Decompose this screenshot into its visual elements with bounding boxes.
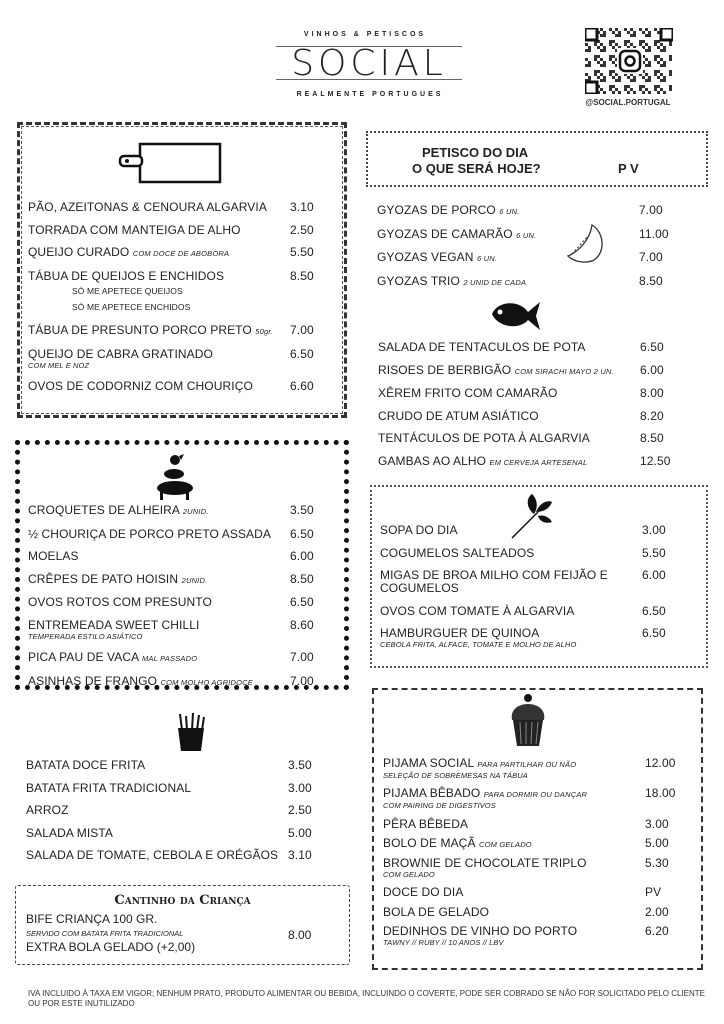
menu-item — [378, 410, 708, 423]
item-name-text: GAMBAS AO ALHO — [378, 453, 487, 468]
menu-item — [26, 849, 351, 862]
item-name-text: SALADA DE TOMATE, CEBOLA E ORÉGÃOS — [26, 848, 279, 862]
item-price: 5.00 — [288, 825, 312, 840]
menu-item — [28, 528, 348, 541]
menu-item — [28, 619, 348, 642]
item-name-text: QUEIJO DE CABRA GRATINADO — [28, 346, 213, 361]
menu-item — [28, 651, 348, 665]
fries-icon — [174, 712, 208, 752]
menu-item — [28, 596, 348, 609]
item-price: 11.00 — [639, 226, 669, 241]
item-name-text: XÊREM FRITO COM CAMARÃO — [378, 386, 558, 400]
crianca-title: Cantinho da Criança — [114, 893, 251, 908]
item-price: 6.60 — [290, 379, 314, 393]
petisco-question: O QUE SERÁ HOJE? — [412, 161, 541, 176]
menu-item — [28, 573, 348, 587]
item-name-text: GYOZAS TRIO — [377, 273, 460, 288]
item-price: 12.00 — [645, 756, 676, 770]
item-name-text: OVOS COM TOMATE À ALGARVIA — [380, 603, 575, 618]
item-price: 6.00 — [640, 362, 664, 377]
item-price: 5.50 — [290, 245, 314, 259]
item-name-text: ASINHAS DE FRANGO — [28, 673, 158, 688]
menu-item — [383, 906, 701, 919]
item-price: 6.50 — [642, 626, 666, 640]
item-name-text: ARROZ — [26, 803, 69, 817]
menu-item — [377, 251, 707, 265]
item-price: 3.50 — [288, 758, 312, 772]
item-note: MAL PASSADO — [141, 654, 198, 663]
crianca-item-sub: SERVIDO COM BATATA FRITA TRADICIONAL — [26, 929, 184, 938]
item-name-text: SOPA DO DIA — [380, 523, 458, 537]
item-price: 6.00 — [290, 549, 314, 563]
menu-item — [383, 787, 701, 811]
item-note: PARA PARTILHAR OU NÃO — [477, 760, 577, 769]
menu-item — [378, 364, 708, 378]
item-price: 6.00 — [642, 568, 666, 582]
item-note: COM MOLHO AGRIDOCE — [160, 677, 253, 687]
item-price: 8.50 — [639, 273, 663, 288]
menu-item — [383, 925, 701, 948]
item-price: 3.00 — [642, 523, 666, 537]
item-price: PV — [645, 885, 662, 900]
item-price: 8.50 — [640, 431, 664, 445]
item-note: 6 UN. — [516, 230, 537, 240]
item-price: 8.60 — [290, 617, 314, 632]
menu-item — [378, 341, 708, 354]
menu-item — [28, 246, 348, 260]
item-price: 2.50 — [288, 803, 312, 817]
item-price: 6.20 — [645, 924, 669, 939]
crianca-item — [26, 912, 346, 954]
item-name-text: GYOZAS VEGAN — [377, 250, 474, 264]
menu-item — [380, 569, 706, 595]
crianca-item-name: BIFE CRIANÇA 100 GR. — [26, 912, 158, 926]
item-name-text: BATATA DOCE FRITA — [26, 758, 146, 772]
menu-item — [377, 228, 707, 242]
item-note: 50gr. — [255, 327, 274, 336]
cupcake-icon — [508, 692, 548, 748]
item-name-text: DOCE DO DIA — [383, 885, 464, 900]
item-option: SÓ ME APETECE QUEIJOS — [72, 285, 183, 296]
item-name-text: PIJAMA BÊBADO — [383, 786, 481, 801]
item-price: 3.50 — [290, 503, 314, 517]
menu-item — [28, 348, 348, 371]
menu-item — [28, 504, 348, 518]
menu-item — [377, 275, 707, 289]
item-name-text: SALADA DE TENTACULOS DE POTA — [378, 340, 586, 354]
acompanhamentos-list — [26, 759, 351, 872]
item-price: 6.50 — [290, 526, 314, 541]
item-price: 5.00 — [645, 835, 669, 850]
item-name-text: ENTREMEADA SWEET CHILLI — [28, 617, 200, 632]
menu-item — [26, 804, 351, 817]
menu-item — [28, 324, 348, 338]
menu-item — [28, 201, 348, 214]
item-note: COM DOCE DE ABOBORA — [132, 249, 230, 258]
menu-item — [28, 270, 348, 315]
qr-code-icon[interactable] — [585, 28, 673, 94]
crianca-price: 8.00 — [288, 928, 312, 942]
item-description: COM PAIRING DE DIGESTIVOS — [383, 801, 496, 811]
item-price: 8.50 — [290, 571, 314, 586]
item-price: 8.20 — [640, 408, 664, 423]
item-note: PARA DORMIR OU DANÇAR — [483, 790, 588, 800]
item-name-text: CROQUETES DE ALHEIRA — [28, 503, 180, 517]
item-description: SELEÇÃO DE SOBREMESAS NA TÁBUA — [383, 771, 528, 780]
item-name-text: BOLO DE MAÇÃ — [383, 835, 476, 850]
item-name-text: GYOZAS DE PORCO — [377, 203, 496, 217]
item-name-text: OVOS ROTOS COM PRESUNTO — [28, 595, 212, 609]
mar-list — [378, 341, 708, 478]
menu-item — [378, 387, 708, 400]
item-price: 3.00 — [645, 816, 669, 831]
item-name-text: CRUDO DE ATUM ASIÁTICO — [378, 408, 539, 423]
cutting-board-icon — [118, 142, 224, 184]
item-note: COM GELADO — [479, 839, 532, 849]
item-price: 8.50 — [290, 268, 314, 283]
item-name-text: MIGAS DE BROA MILHO COM FEIJÃO E COGUMELOS — [380, 568, 608, 595]
item-price: 8.00 — [640, 386, 664, 400]
menu-item — [380, 547, 706, 560]
menu-item — [26, 759, 351, 772]
vegetariano-list — [380, 524, 706, 660]
item-description: TEMPERADA ESTILO ASIÁTICO — [28, 631, 143, 641]
item-name-text: BOLA DE GELADO — [383, 904, 490, 919]
brand-logo: SOCIAL — [276, 46, 462, 80]
menu-item — [383, 818, 701, 831]
item-price: 6.50 — [290, 595, 314, 609]
item-name-text: TENTÁCULOS DE POTA À ALGARVIA — [378, 431, 590, 445]
item-name-text: PÊRA BÊBEDA — [383, 816, 469, 831]
item-name-text: DEDINHOS DE VINHO DO PORTO — [383, 924, 578, 939]
crianca-extra: EXTRA BOLA GELADO (+2,00) — [26, 940, 196, 954]
item-description: CEBOLA FRITA, ALFACE, TOMATE E MOLHO DE ALHO — [380, 640, 577, 649]
entradas-list — [28, 201, 348, 403]
menu-item — [26, 827, 351, 840]
menu-item — [380, 524, 706, 537]
item-note: 2 UNID DE CADA — [463, 277, 527, 287]
item-price: 5.30 — [645, 856, 669, 871]
item-name-text: PIJAMA SOCIAL — [383, 756, 474, 770]
item-price: 2.00 — [645, 904, 669, 919]
item-note: COM SIRACHI MAYO 2 UN. — [514, 366, 614, 376]
item-price: 6.50 — [290, 346, 314, 361]
menu-item — [383, 757, 701, 781]
item-name-text: CRÊPES DE PATO HOISIN — [28, 571, 179, 586]
menu-item — [28, 224, 348, 237]
menu-item — [383, 857, 701, 880]
item-option: SÓ ME APETECE ENCHIDOS — [72, 301, 191, 312]
item-name-text: TORRADA COM MANTEIGA DE ALHO — [28, 222, 241, 237]
item-name-text: MOELAS — [28, 549, 79, 563]
item-price: 7.00 — [290, 673, 314, 688]
item-price: 2.50 — [290, 222, 314, 237]
menu-item — [28, 550, 348, 563]
item-name-text: QUEIJO CURADO — [28, 245, 130, 259]
menu-item — [26, 782, 351, 795]
item-price: 7.00 — [639, 203, 663, 217]
menu-item — [378, 432, 708, 445]
petisco-price: P V — [618, 161, 639, 176]
farm-animals-icon — [150, 450, 200, 500]
item-name-text: GYOZAS DE CAMARÃO — [377, 226, 513, 241]
item-name-text: HAMBURGUER DE QUINOA — [380, 626, 540, 640]
menu-item — [380, 605, 706, 618]
item-price: 7.00 — [290, 650, 314, 664]
item-name-text: SALADA MISTA — [26, 825, 114, 840]
item-name-text: BATATA FRITA TRADICIONAL — [26, 780, 192, 795]
menu-item — [28, 380, 348, 393]
gyozas-list — [377, 204, 707, 298]
carnes-list — [28, 504, 348, 698]
item-note: 2UNID. — [182, 507, 209, 516]
item-price: 3.00 — [288, 780, 312, 795]
item-name-text: BROWNIE DE CHOCOLATE TRIPLO — [383, 856, 587, 871]
item-price: 5.50 — [642, 545, 666, 560]
item-name-text: PICA PAU DE VACA — [28, 650, 139, 664]
tagline-top: VINHOS & PETISCOS — [303, 31, 427, 38]
item-name-text: PÃO, AZEITONAS & CENOURA ALGARVIA — [28, 200, 267, 214]
item-price: 3.10 — [288, 848, 312, 862]
menu-item — [377, 204, 707, 218]
item-name-text: TÁBUA DE PRESUNTO PORCO PRETO — [28, 323, 252, 337]
tagline-bottom: REALMENTE PORTUGUES — [296, 91, 444, 98]
item-note: 2UNID. — [181, 575, 208, 585]
petisco-do-dia — [366, 145, 708, 177]
instagram-handle[interactable]: @SOCIAL.PORTUGAL — [585, 98, 671, 107]
sobremesas-list — [383, 757, 701, 954]
item-price: 6.50 — [640, 340, 664, 354]
item-price: 6.50 — [642, 603, 666, 618]
item-price: 7.00 — [639, 250, 663, 264]
fish-icon — [490, 298, 542, 332]
petisco-title: PETISCO DO DIA — [422, 145, 529, 160]
menu-item — [383, 837, 701, 851]
item-price: 18.00 — [645, 786, 676, 801]
item-price: 7.00 — [290, 323, 314, 337]
menu-item — [28, 675, 348, 689]
item-price: 3.10 — [290, 200, 314, 214]
item-description: COM GELADO — [383, 870, 435, 880]
item-price: 12.50 — [640, 453, 671, 468]
menu-item — [378, 455, 708, 469]
item-note: 6 UN. — [477, 254, 498, 263]
item-name-text: OVOS DE CODORNIZ COM CHOURIÇO — [28, 379, 253, 393]
item-name-text: RISOES DE BERBIGÃO — [378, 362, 512, 377]
footer-note: IVA INCLUIDO À TAXA EM VIGOR; NENHUM PRATO, PRODUTO ALIMENTAR OU BEBIDA, INCLUINDO O COVERTE, PODE SER COBRADO SE NÃO FOR SOLICITADO PELO CLIENTE OU POR ESTE INUTILIZADO — [28, 989, 706, 1008]
item-name-text: COGUMELOS SALTEADOS — [380, 545, 535, 560]
item-description: TAWNY // RUBY // 10 ANOS // LBV — [383, 938, 504, 948]
item-note: 6 UN. — [499, 207, 520, 216]
item-name-text: ½ CHOURIÇA DE PORCO PRETO ASSADA — [28, 526, 272, 541]
menu-item — [380, 627, 706, 650]
menu-item — [383, 886, 701, 899]
item-description: COM MEL E NOZ — [28, 360, 90, 370]
item-name-text: TÁBUA DE QUEIJOS E ENCHIDOS — [28, 268, 225, 283]
item-note: EM CERVEJA ARTESENAL — [489, 457, 588, 467]
